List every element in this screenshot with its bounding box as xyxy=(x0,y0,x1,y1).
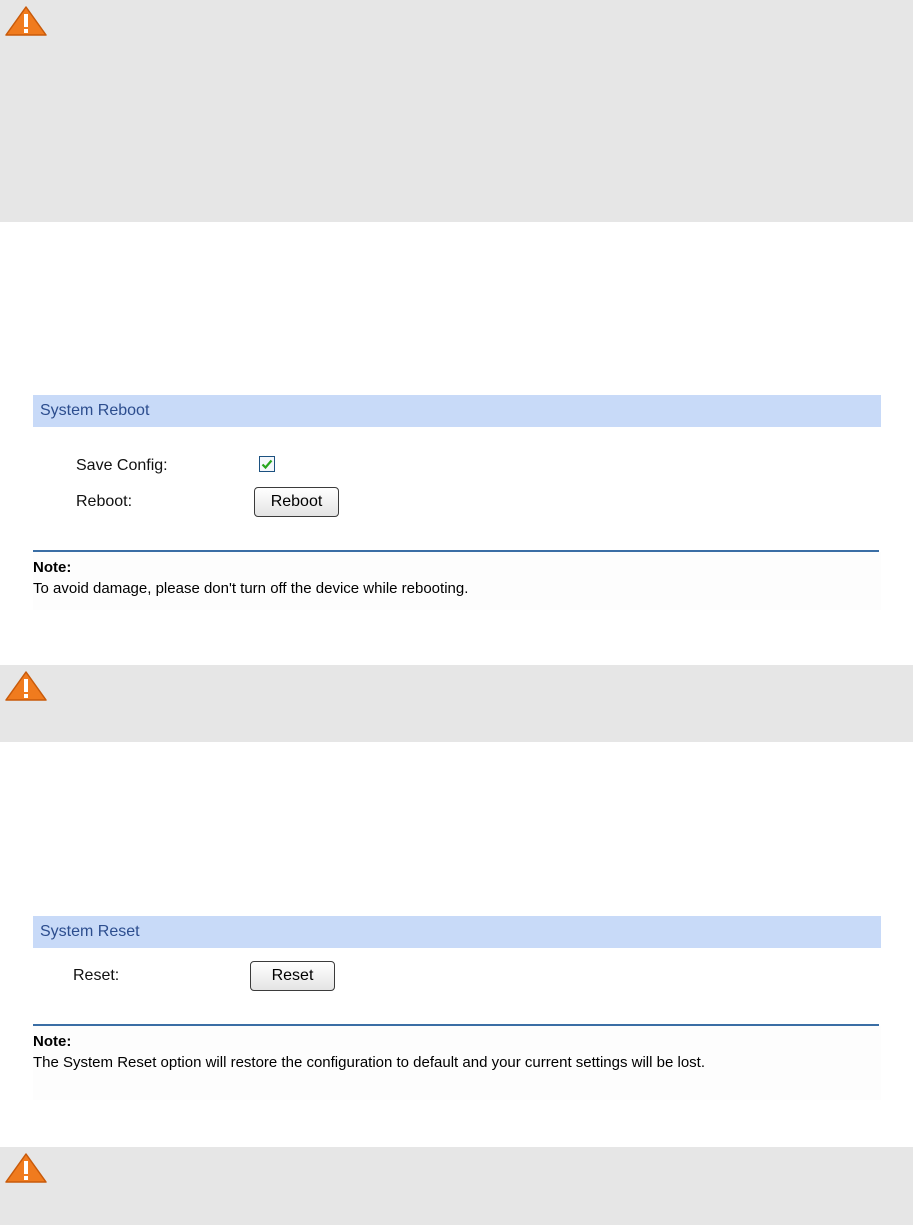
warning-icon xyxy=(4,1152,48,1184)
checkmark-icon xyxy=(261,458,273,470)
note-text: To avoid damage, please don't turn off the device while rebooting. xyxy=(33,580,469,597)
save-config-checkbox[interactable] xyxy=(259,456,275,472)
reset-button[interactable]: Reset xyxy=(250,961,335,991)
note-title: Note: xyxy=(33,559,72,576)
reboot-note xyxy=(33,552,881,610)
reset-label: Reset: xyxy=(73,967,120,984)
system-reboot-header xyxy=(33,395,881,427)
note-title: Note: xyxy=(33,1033,72,1050)
save-config-label: Save Config: xyxy=(76,457,168,474)
system-reboot-title: System Reboot xyxy=(40,402,150,419)
reboot-button[interactable]: Reboot xyxy=(254,487,339,517)
warning-icon xyxy=(4,5,48,37)
note-text: The System Reset option will restore the configuration to default and your current settings will be lost. xyxy=(33,1054,706,1071)
warning-band-middle xyxy=(0,665,913,742)
system-reset-title: System Reset xyxy=(40,923,140,940)
system-reboot-panel xyxy=(33,395,881,610)
warning-band-top xyxy=(0,0,913,222)
warning-icon xyxy=(4,670,48,702)
reset-note xyxy=(33,1026,881,1100)
system-reset-header xyxy=(33,916,881,948)
warning-band-bottom xyxy=(0,1147,913,1225)
reboot-label: Reboot: xyxy=(76,493,133,510)
system-reset-panel xyxy=(33,916,881,1100)
